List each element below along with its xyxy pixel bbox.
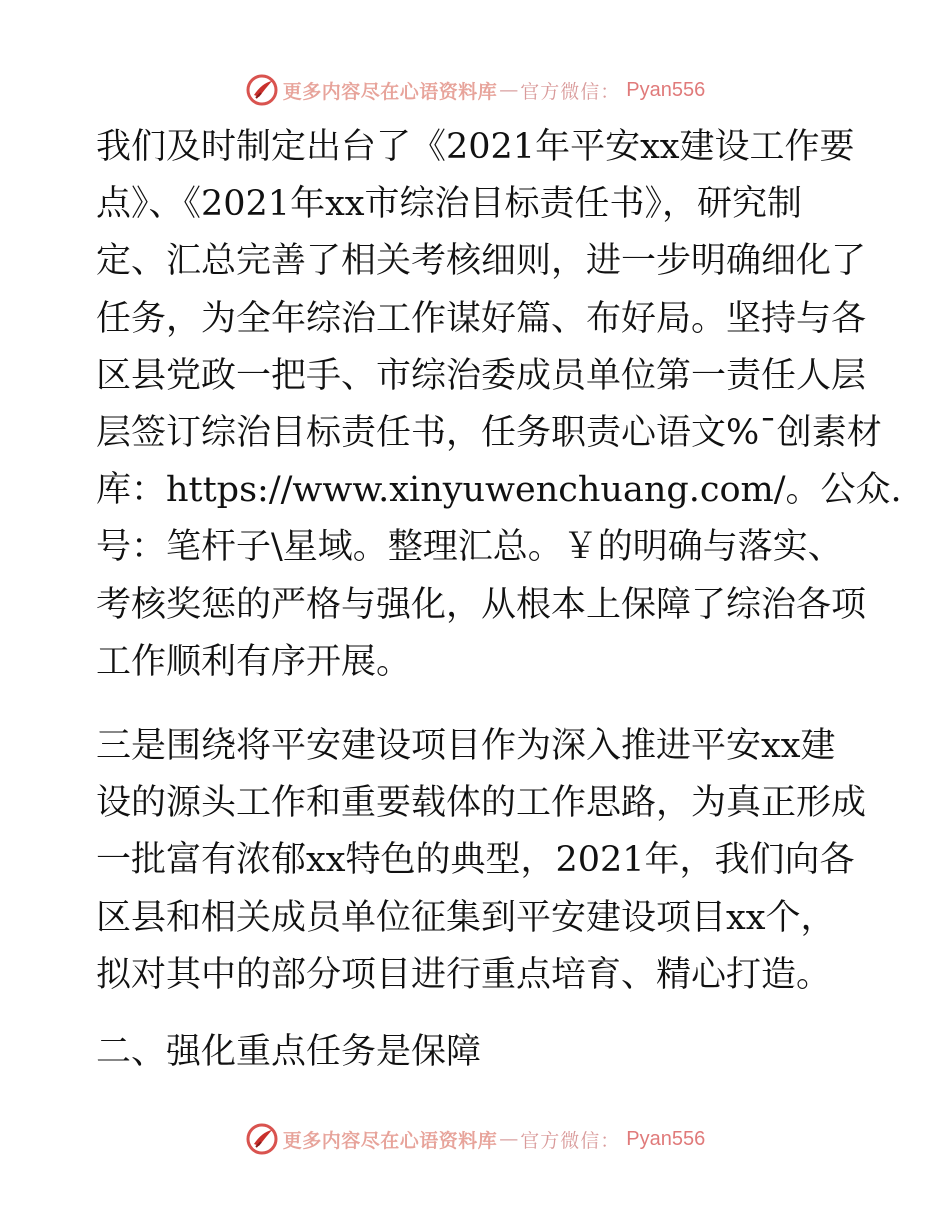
brand-logo-icon — [245, 1122, 279, 1156]
watermark-id: Pyan556 — [626, 1127, 706, 1150]
text-line: 号：笔杆子\星域。整理汇总。￥的明确与落实、 — [96, 527, 843, 568]
header-watermark — [0, 72, 950, 108]
text-line: 拟对其中的部分项目进行重点培育、精心打造。 — [96, 954, 832, 995]
paragraph-2 — [96, 718, 867, 1004]
text-line: 定、汇总完善了相关考核细则，进一步明确细化了 — [96, 241, 867, 282]
text-line: 层签订综治目标责任书，任务职责心语文%¯创素材 — [96, 412, 882, 453]
watermark-brand: 更多内容尽在心语资料库 — [282, 80, 498, 103]
text-line: 库：https://www.xinyuwenchuang.com/。公众. — [96, 470, 902, 511]
text-line: 点》、《2021年xx市综治目标责任书》，研究制 — [96, 184, 803, 225]
footer-watermark — [0, 1121, 950, 1157]
watermark-official: 官方微信： — [520, 80, 621, 103]
brand-logo-icon — [245, 73, 279, 107]
watermark-dash: — — [499, 1128, 519, 1150]
text-line: 设的源头工作和重要载体的工作思路，为真正形成 — [96, 783, 867, 824]
text-line: 区县和相关成员单位征集到平安建设项目xx个， — [96, 897, 836, 938]
text-line: 考核奖惩的严格与强化，从根本上保障了综治各项 — [96, 584, 867, 625]
text-line: 任务，为全年综治工作谋好篇、布好局。坚持与各 — [96, 298, 867, 339]
section-heading — [96, 1024, 856, 1081]
paragraph-1 — [96, 119, 902, 691]
text-line: 一批富有浓郁xx特色的典型，2021年，我们向各 — [96, 840, 855, 881]
text-line: 工作顺利有序开展。 — [96, 641, 412, 682]
watermark-dash: — — [499, 79, 519, 101]
watermark-id: Pyan556 — [626, 78, 706, 101]
heading-text: 二、强化重点任务是保障 — [96, 1032, 482, 1072]
watermark-official: 官方微信： — [520, 1129, 621, 1152]
watermark-brand: 更多内容尽在心语资料库 — [282, 1129, 498, 1152]
text-line: 区县党政一把手、市综治委成员单位第一责任人层 — [96, 355, 867, 396]
text-line: 三是围绕将平安建设项目作为深入推进平安xx建 — [96, 726, 836, 766]
text-line: 我们及时制定出台了《2021年平安xx建设工作要 — [96, 127, 855, 167]
